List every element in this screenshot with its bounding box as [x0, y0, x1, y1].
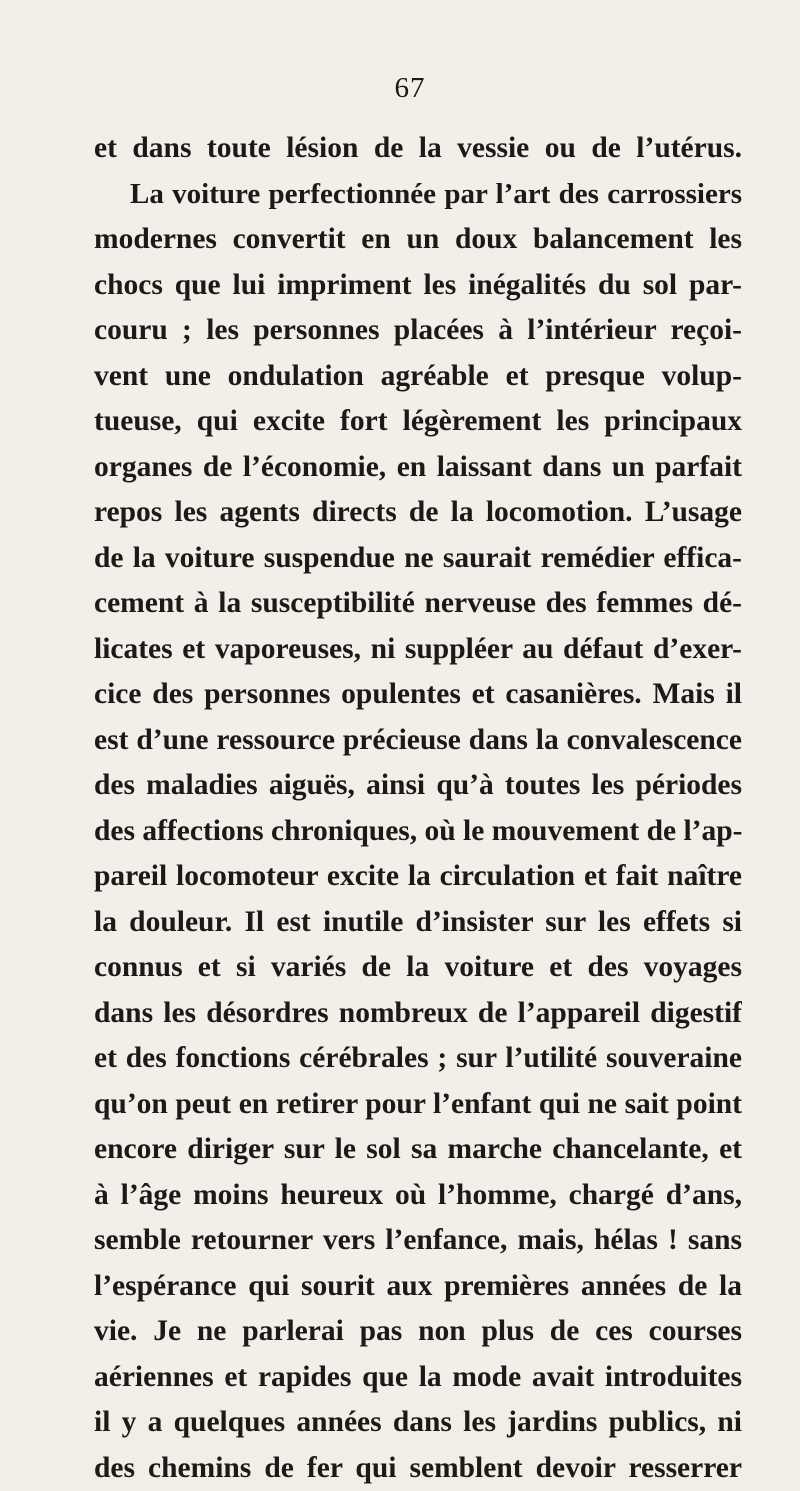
page-number: 67 [0, 72, 800, 105]
text-line: à l’âge moins heureux où l’homme, chargé d’ans, [94, 1173, 742, 1219]
body-text [94, 126, 742, 1491]
text-line: qu’on peut en retirer pour l’enfant qui ne sait point [94, 1082, 742, 1128]
text-line: et dans toute lésion de la vessie ou de l’utérus. [94, 126, 742, 172]
text-line: de la voiture suspendue ne saurait remédier effica- [94, 536, 742, 582]
text-line: cice des personnes opulentes et casanières. Mais il [94, 672, 742, 718]
text-line: des maladies aiguës, ainsi qu’à toutes les périodes [94, 763, 742, 809]
text-line: repos les agents directs de la locomotion. L’usage [94, 490, 742, 536]
text-line: et des fonctions cérébrales ; sur l’utilité souveraine [94, 1036, 742, 1082]
text-line: licates et vaporeuses, ni suppléer au défaut d’exer- [94, 627, 742, 673]
text-line: La voiture perfectionnée par l’art des carrossiers [94, 172, 742, 218]
text-line: est d’une ressource précieuse dans la convalescence [94, 718, 742, 764]
text-line: des affections chroniques, où le mouvement de l’ap- [94, 809, 742, 855]
text-line: vent une ondulation agréable et presque volup- [94, 354, 742, 400]
text-line: connus et si variés de la voiture et des voyages [94, 945, 742, 991]
text-line: semble retourner vers l’enfance, mais, hélas ! sans [94, 1218, 742, 1264]
text-line: pareil locomoteur excite la circulation et fait naître [94, 854, 742, 900]
text-line: encore diriger sur le sol sa marche chancelante, et [94, 1127, 742, 1173]
text-line: cement à la susceptibilité nerveuse des femmes dé- [94, 581, 742, 627]
text-line: dans les désordres nombreux de l’appareil digestif [94, 991, 742, 1037]
text-line: vie. Je ne parlerai pas non plus de ces courses [94, 1309, 742, 1355]
text-line: chocs que lui impriment les inégalités du sol par- [94, 263, 742, 309]
text-line: tueuse, qui excite fort légèrement les principaux [94, 399, 742, 445]
text-line: des chemins de fer qui semblent devoir resserrer [94, 1446, 742, 1491]
text-line: il y a quelques années dans les jardins publics, ni [94, 1400, 742, 1446]
text-line: l’espérance qui sourit aux premières années de la [94, 1264, 742, 1310]
text-line: organes de l’économie, en laissant dans un parfait [94, 445, 742, 491]
text-line: aériennes et rapides que la mode avait introduites [94, 1355, 742, 1401]
text-line: couru ; les personnes placées à l’intérieur reçoi- [94, 308, 742, 354]
text-line: la douleur. Il est inutile d’insister sur les effets si [94, 900, 742, 946]
text-line: modernes convertit en un doux balancement les [94, 217, 742, 263]
